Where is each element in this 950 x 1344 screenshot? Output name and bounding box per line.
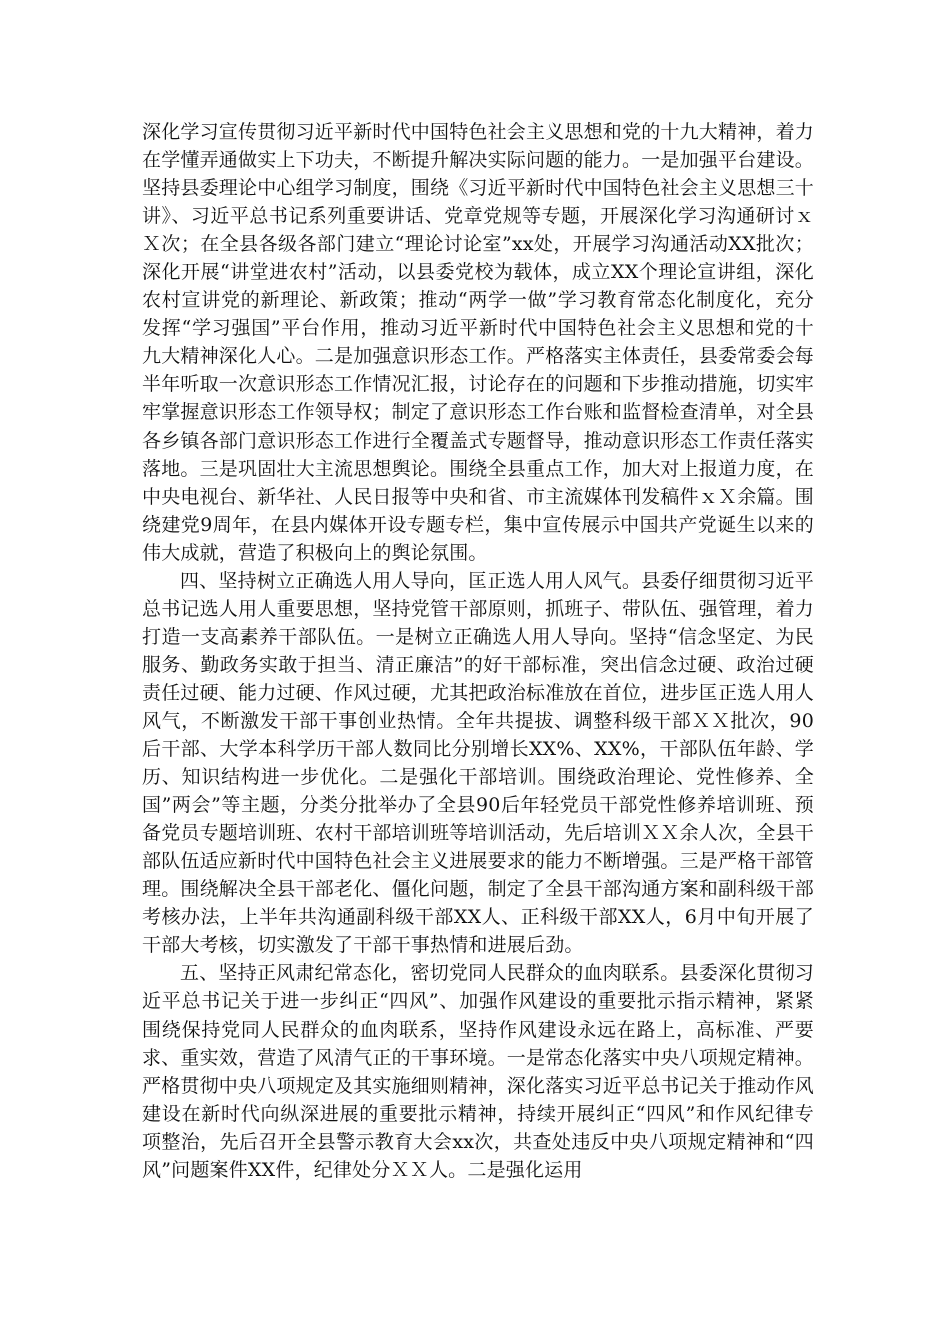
document-body	[142, 118, 814, 1184]
paragraph-cadre-selection: 四、坚持树立正确选人用人导向，匡正选人用人风气。县委仔细贯彻习近平总书记选人用人重要思想，坚持党管干部原则，抓班子、带队伍、强管理，着力打造一支高素养干部队伍。一是树立正确选人用人导向。坚持“信念坚定、为民服务、勤政务实敢于担当、清正廉洁”的好干部标准，突出信念过硬、政治过硬责任过硬、能力过硬、作风过硬，尤其把政治标准放在首位，进步匡正选人用人风气，不断激发干部干事创业热情。全年共提拔、调整科级干部ＸＸ批次，90后干部、大学本科学历干部人数同比分别增长XX%、XX%，干部队伍年龄、学历、知识结构进一步优化。二是强化干部培训。围绕政治理论、党性修养、全国”两会”等主题，分类分批举办了全县90后年轻党员干部党性修养培训班、预备党员专题培训班、农村干部培训班等培训活动，先后培训ＸＸ余人次，全县干部队伍适应新时代中国特色社会主义进展要求的能力不断增强。三是严格干部管理。围绕解决全县干部老化、僵化问题，制定了全县干部沟通方案和副科级干部考核办法，上半年共沟通副科级干部XX人、正科级干部XX人，6月中旬开展了干部大考核，切实激发了干部干事热情和进展后劲。	[142, 569, 815, 957]
paragraph-conduct-discipline: 五、坚持正风肃纪常态化，密切党同人民群众的血肉联系。县委深化贯彻习近平总书记关于进一步纠正“四风”、加强作风建设的重要批示指示精神，紧紧围绕保持党同人民群众的血肉联系，坚持作风建设永远在路上，高标准、严要求、重实效，营造了风清气正的干事环境。一是常态化落实中央八项规定精神。严格贯彻中央八项规定及其实施细则精神，深化落实习近平总书记关于推动作风建设在新时代向纵深进展的重要批示精神，持续开展纠正“四风”和作风纪律专项整治，先后召开全县警示教育大会xx次，共查处违反中央八项规定精神和“四风”问题案件XX件，纪律处分ＸＸ人。二是强化运用	[142, 962, 815, 1181]
paragraph-ideology-work: 深化学习宣传贯彻习近平新时代中国特色社会主义思想和党的十九大精神，着力在学懂弄通做实上下功夫，不断提升解决实际问题的能力。一是加强平台建设。坚持县委理论中心组学习制度，围绕《习近平新时代中国特色社会主义思想三十讲》、习近平总书记系列重要讲话、党章党规等专题，开展深化学习沟通研讨ｘＸ次；在全县各级各部门建立“理论讨论室”xx处，开展学习沟通活动XX批次；深化开展“讲堂进农村”活动，以县委党校为载体，成立XX个理论宣讲组，深化农村宣讲党的新理论、新政策；推动“两学一做”学习教育常态化制度化，充分发挥“学习强国”平台作用，推动习近平新时代中国特色社会主义思想和党的十九大精神深化人心。二是加强意识形态工作。严格落实主体责任，县委常委会每半年听取一次意识形态工作情况汇报，讨论存在的问题和下步推动措施，切实牢牢掌握意识形态工作领导权；制定了意识形态工作台账和监督检查清单，对全县各乡镇各部门意识形态工作进行全覆盖式专题督导，推动意识形态工作责任落实落地。三是巩固壮大主流思想舆论。围绕全县重点工作，加大对上报道力度，在中央电视台、新华社、人民日报等中央和省、市主流媒体刊发稿件ｘＸ余篇。围绕建党9周年，在县内媒体开设专题专栏，集中宣传展示中国共产党诞生以来的伟大成就，营造了积极向上的舆论氛围。	[142, 121, 815, 564]
